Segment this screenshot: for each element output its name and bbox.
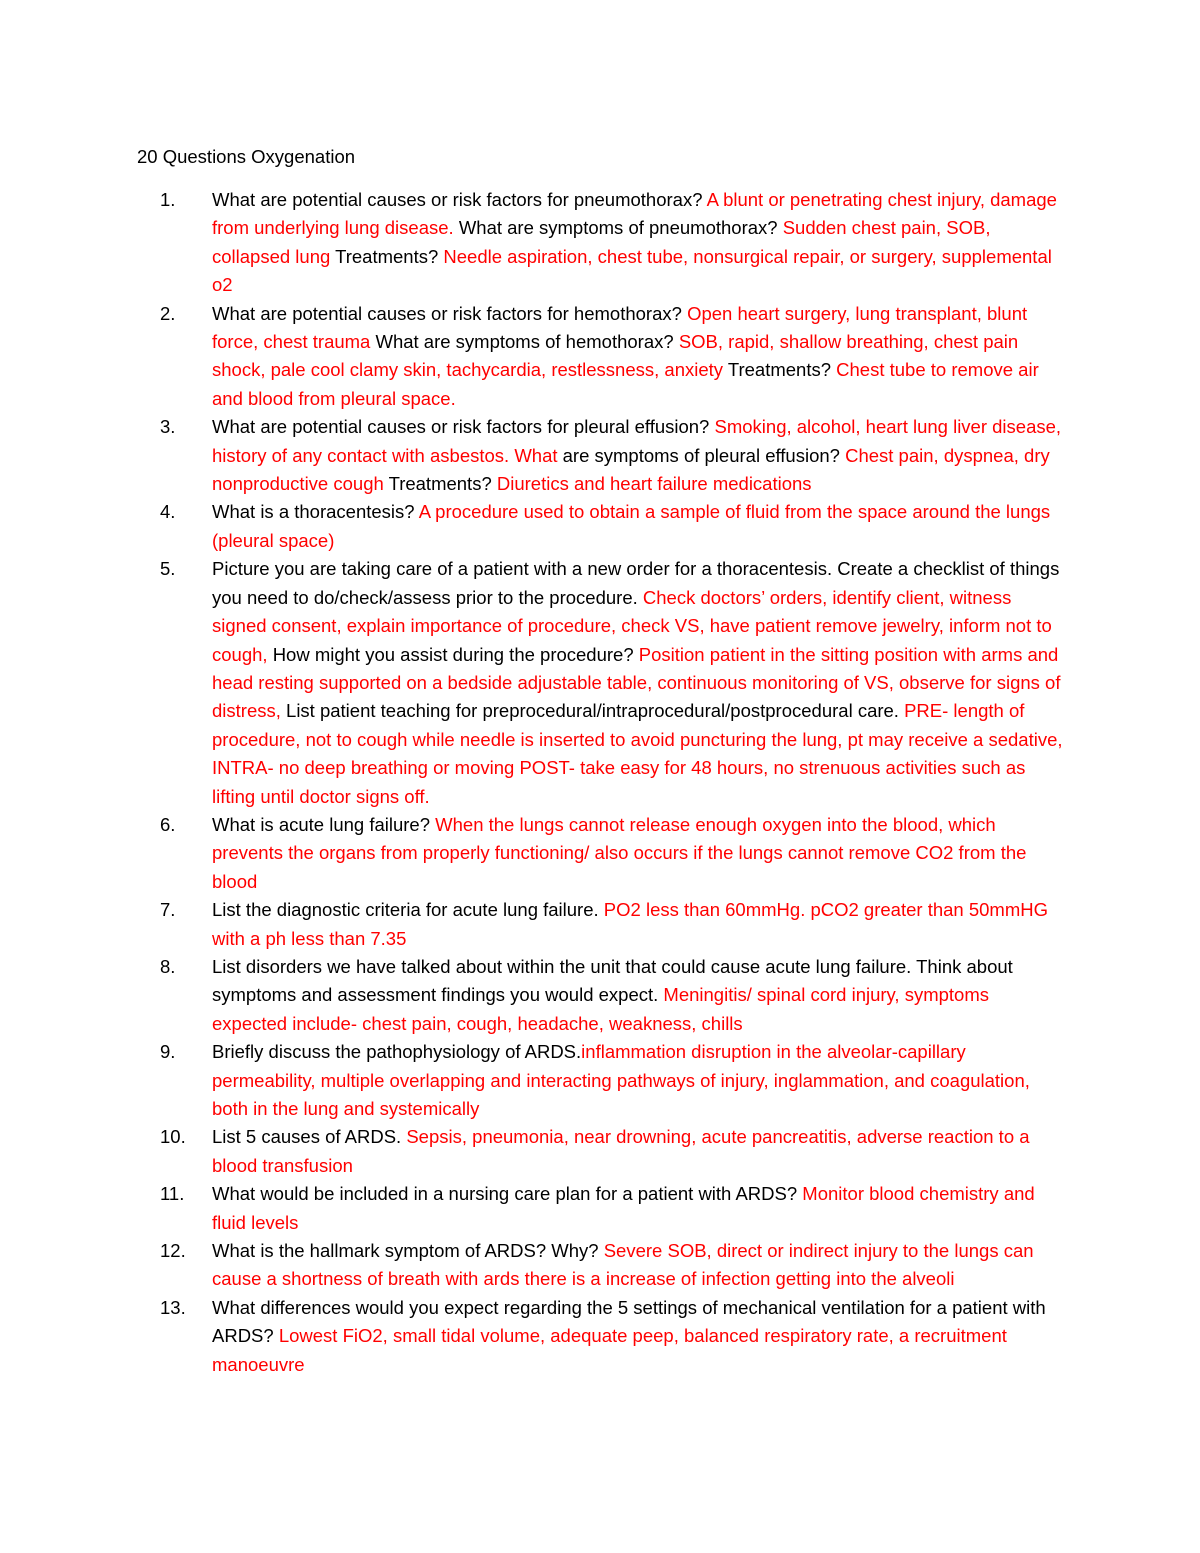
question-item [160, 498, 1065, 555]
question-body [212, 899, 1048, 948]
question-body [212, 1183, 1035, 1232]
question-body [212, 1240, 1034, 1289]
question-body [212, 1297, 1046, 1375]
answer-text: Sudden chest pain, SOB, collapsed lung [212, 217, 991, 267]
answer-text: Check doctors’ orders, identify client, witness signed consent, explain importance of procedure, check VS, have patient remove jewelry, inform not to cough, [212, 586, 1052, 665]
question-text: What is acute lung failure? [212, 813, 436, 835]
document-title: 20 Questions Oxygenation [137, 146, 356, 167]
answer-text: Lowest FiO2, small tidal volume, adequate peep, balanced respiratory rate, a recruitment manoeuvre [212, 1325, 1007, 1375]
question-item [160, 413, 1065, 498]
question-number: 9. [160, 1041, 176, 1063]
answer-text: Needle aspiration, chest tube, nonsurgical repair, or surgery, supplemental o2 [212, 245, 1052, 296]
answer-text: Open heart surgery, lung transplant, blunt force, chest trauma [212, 302, 1028, 353]
answer-text: Position patient in the sitting position with arms and head resting supported on a bedside adjustable table, continuous monitoring of VS, observe for signs of distress, [212, 643, 1061, 722]
question-text: Picture you are taking care of a patient with a new order for a thoracentesis. Create a checklist of things you need to do/check/assess prior to the procedure. [212, 558, 1060, 608]
question-item [160, 1180, 1065, 1237]
answer-text: A procedure used to obtain a sample of fluid from the space around the lungs (pleural space) [212, 501, 1051, 551]
question-item [160, 555, 1065, 811]
question-text: Briefly discuss the pathophysiology of ARDS. [212, 1041, 582, 1063]
question-item [160, 1038, 1065, 1123]
answer-text: Severe SOB, direct or indirect injury to the lungs can cause a shortness of breath with ards there is a increase of infection getting into the alveoli [212, 1240, 1034, 1290]
question-text: What is a thoracentesis? [212, 501, 419, 523]
question-body [212, 956, 1013, 1034]
answer-text: Chest pain, dyspnea, dry nonproductive cough [212, 444, 1050, 495]
question-body [212, 303, 1039, 409]
answer-text: When the lungs cannot release enough oxygen into the blood, which prevents the organs from properly functioning/ also occurs if the lungs cannot remove CO2 from the blood [212, 813, 1027, 892]
answer-text: Sepsis, pneumonia, near drowning, acute pancreatitis, adverse reaction to a blood transfusion [212, 1126, 1030, 1176]
question-number: 5. [160, 558, 176, 580]
question-text: Treatments? [388, 473, 497, 495]
question-number: 6. [160, 813, 176, 835]
question-item [160, 1294, 1065, 1379]
question-number: 4. [160, 501, 176, 523]
question-number: 3. [160, 416, 176, 438]
question-text: What would be included in a nursing care plan for a patient with ARDS? [212, 1183, 803, 1205]
question-list [160, 186, 1065, 1379]
question-number: 8. [160, 955, 176, 977]
question-item [160, 1123, 1065, 1180]
question-text: List the diagnostic criteria for acute lung failure. [212, 899, 604, 921]
question-text: What are potential causes or risk factors for hemothorax? [212, 302, 688, 324]
question-number: 10. [160, 1126, 186, 1148]
question-text: List disorders we have talked about within the unit that could cause acute lung failure. Think about symptoms and assessment findings you would expect. [212, 955, 1013, 1006]
question-text: How might you assist during the procedure? [272, 643, 639, 665]
question-item [160, 896, 1065, 953]
question-item [160, 300, 1065, 414]
answer-text: SOB, rapid, shallow breathing, chest pain shock, pale cool clamy skin, tachycardia, restlessness, anxiety [212, 331, 1019, 381]
question-text: What are potential causes or risk factors for pneumothorax? [212, 189, 707, 210]
question-number: 7. [160, 899, 176, 921]
answer-text: inflammation disruption in the alveolar-capillary permeability, multiple overlapping and interacting pathways of injury, inglammation, and coagulation, both in the lung and systemically [212, 1041, 1030, 1119]
question-number: 13. [160, 1296, 186, 1318]
question-item [160, 1237, 1065, 1294]
question-number: 1. [160, 189, 176, 210]
answer-text: Diuretics and heart failure medications [496, 473, 812, 495]
answer-text: Smoking, alcohol, heart lung liver disease, history of any contact with asbestos. What [212, 416, 1062, 466]
question-text: List patient teaching for preprocedural/intraprocedural/postprocedural care. [286, 700, 905, 722]
question-text: What is the hallmark symptom of ARDS? Why? [212, 1240, 604, 1262]
answer-text: PO2 less than 60mmHg. pCO2 greater than 50mmHG with a ph less than 7.35 [212, 899, 1048, 949]
question-body [212, 1041, 1030, 1119]
question-text: What are potential causes or risk factors for pleural effusion? [212, 416, 715, 438]
question-body [212, 189, 1057, 295]
question-number: 11. [160, 1183, 185, 1205]
question-text: Treatments? [335, 245, 444, 267]
question-number: 2. [160, 302, 176, 324]
question-body [212, 558, 1063, 806]
answer-text: A blunt or penetrating chest injury, damage from underlying lung disease. [212, 189, 1057, 239]
question-text: What are symptoms of pneumothorax? [458, 217, 783, 239]
question-text: What differences would you expect regarding the 5 settings of mechanical ventilation for a patient with ARDS? [212, 1296, 1046, 1347]
question-body [212, 501, 1050, 550]
question-item [160, 186, 1065, 300]
question-item [160, 953, 1065, 1038]
answer-text: Meningitis/ spinal cord injury, symptoms expected include- chest pain, cough, headache, weakness, chills [212, 984, 989, 1034]
question-item [160, 811, 1065, 896]
question-text: List 5 causes of ARDS. [212, 1126, 407, 1148]
question-number: 12. [160, 1240, 186, 1262]
question-text: Treatments? [727, 359, 837, 381]
question-text: are symptoms of pleural effusion? [562, 444, 846, 466]
question-body [212, 814, 1026, 892]
question-body [212, 1126, 1030, 1175]
answer-text: Monitor blood chemistry and fluid levels [212, 1183, 1035, 1233]
question-text: What are symptoms of hemothorax? [375, 331, 679, 353]
question-body [212, 416, 1061, 494]
answer-text: PRE- length of procedure, not to cough while needle is inserted to avoid puncturing the lung, pt may receive a sedative, INTRA- no deep breathing or moving POST- take easy for 48 hours, no strenuous activities such as lifting until doctor signs off. [212, 700, 1063, 807]
answer-text: Chest tube to remove air and blood from pleural space. [212, 359, 1039, 409]
